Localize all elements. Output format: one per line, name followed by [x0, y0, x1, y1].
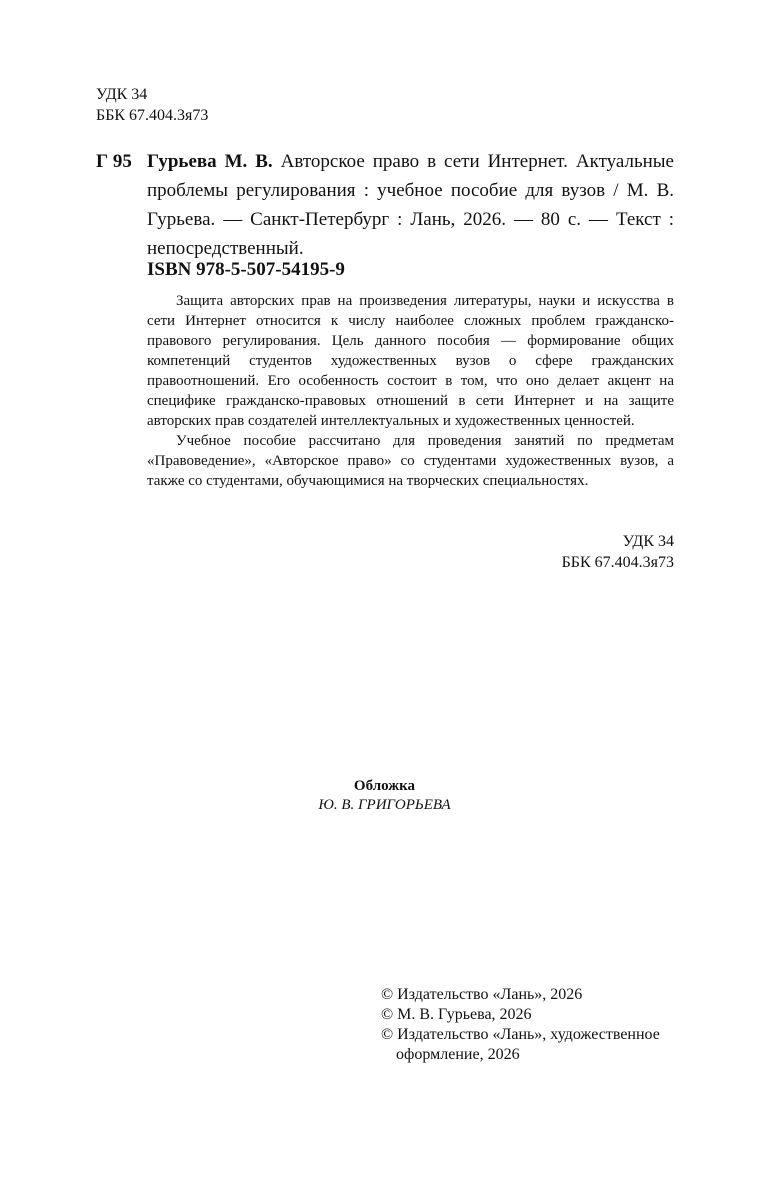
book-description: Авторское право в сети Интернет. Актуальные проблемы регулирования : учебное пособие для вузов / М. В. Гурьева. — Санкт-Петербург : Лань, 2026. — 80 с. — Текст : непосредственный. [147, 151, 674, 259]
copyright-line-design: © Издательство «Лань», художественное оформление, 2026 [381, 1026, 660, 1063]
top-bbk-code: ББК 67.404.3я73 [96, 107, 209, 124]
cover-credit [200, 777, 569, 815]
bottom-bbk-code: ББК 67.404.3я73 [561, 554, 674, 571]
top-classification-block [96, 84, 208, 126]
annotation-paragraph-1: Защита авторских прав на произведения литературы, науки и искусства в сети Интернет относится к числу наиболее сложных проблем гражданско-правового регулирования. Цель данного пособия — формирование общих компетенций студентов художественных вузов о сфере гражданских правоотношений. Его особенность состоит в том, что оно делает акцент на специфике гражданско-правовых отношений в сети Интернет и на защите авторских прав создателей интеллектуальных и художественных ценностей. [147, 293, 674, 429]
top-udk-code: УДК 34 [96, 86, 148, 103]
copyright-line-author: © М. В. Гурьева, 2026 [381, 1006, 532, 1023]
cover-designer: Ю. В. ГРИГОРЬЕВА [318, 797, 451, 813]
bottom-udk-code: УДК 34 [622, 533, 674, 550]
annotation-paragraph-2: Учебное пособие рассчитано для проведения занятий по предметам «Правоведение», «Авторское право» со студентами художественных вузов, а также со студентами, обучающимися на творческих специальностях. [147, 433, 674, 489]
author-sign: Г 95 [96, 151, 132, 172]
bottom-classification-block [474, 531, 674, 573]
annotation [147, 291, 674, 491]
copyright-block [381, 985, 674, 1065]
bibliographic-description [147, 147, 674, 263]
isbn-number: ISBN 978-5-507-54195-9 [147, 259, 345, 280]
author-name: Гурьева М. В. [147, 151, 273, 172]
copyright-line-publisher: © Издательство «Лань», 2026 [381, 986, 583, 1003]
cover-label: Обложка [353, 778, 416, 794]
